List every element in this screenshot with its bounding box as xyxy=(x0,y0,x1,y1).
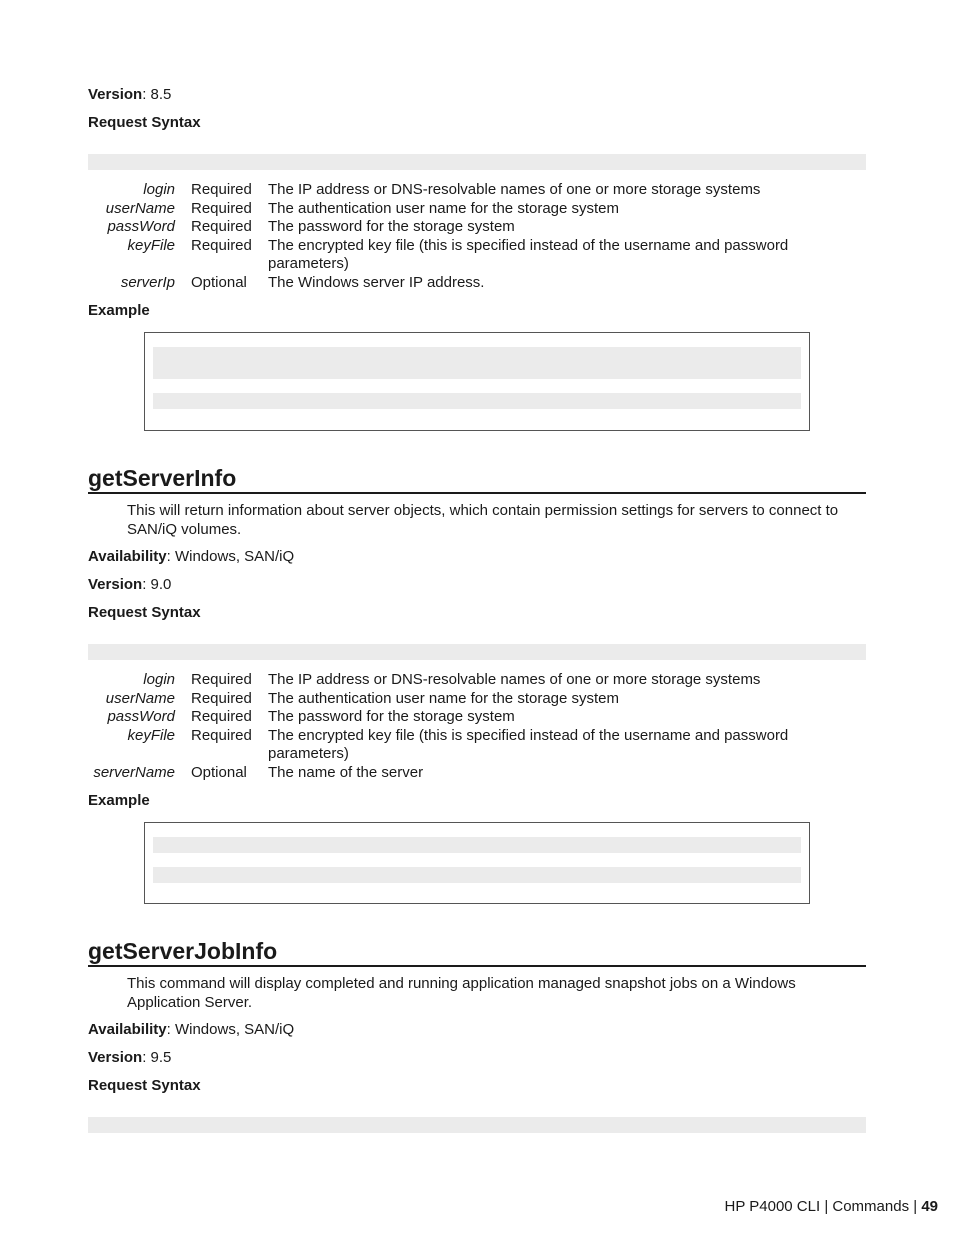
param-description: The password for the storage system xyxy=(268,708,515,725)
param-required: Required xyxy=(191,726,252,744)
param-description: The authentication user name for the storage system xyxy=(268,689,620,707)
param-required: Required xyxy=(191,708,252,725)
section-description: This command will display completed and running application managed snapshot jobs on a Windows Application Server. xyxy=(127,975,796,1011)
param-description: The IP address or DNS-resolvable names of one or more storage systems xyxy=(268,671,761,688)
request-syntax-heading: Request Syntax xyxy=(88,604,201,621)
param-name: serverIp xyxy=(120,273,175,291)
code-block xyxy=(88,154,866,170)
example-code-line xyxy=(153,837,801,853)
param-row xyxy=(88,690,858,709)
param-description: The password for the storage system xyxy=(268,218,515,235)
param-description: The authentication user name for the storage system xyxy=(268,199,620,217)
param-name: keyFile xyxy=(127,236,175,254)
version-line: Version: 9.5 xyxy=(88,1049,172,1066)
param-row xyxy=(88,764,858,783)
param-name: userName xyxy=(105,689,175,707)
code-block xyxy=(88,644,866,660)
param-required: Required xyxy=(191,671,252,688)
param-row xyxy=(88,708,858,727)
param-row xyxy=(88,274,858,293)
version-line: Version: 9.0 xyxy=(88,576,172,593)
param-description: The IP address or DNS-resolvable names of one or more storage systems xyxy=(268,181,761,198)
example-code-line xyxy=(153,393,801,409)
example-code-line xyxy=(153,347,801,379)
param-row xyxy=(88,200,858,219)
param-required: Required xyxy=(191,218,252,235)
version-label: Version xyxy=(88,86,143,103)
request-syntax-heading: Request Syntax xyxy=(88,114,201,131)
param-name: passWord xyxy=(107,708,175,725)
section-title-getserverjobinfo: getServerJobInfo xyxy=(88,937,866,967)
param-required: Required xyxy=(191,236,252,254)
section-title-getserverinfo: getServerInfo xyxy=(88,464,866,494)
param-name: serverName xyxy=(93,763,175,781)
example-box xyxy=(144,822,810,904)
code-block xyxy=(88,1117,866,1133)
availability-line: Availability: Windows, SAN/iQ xyxy=(88,548,295,565)
page-number: 49 xyxy=(921,1198,938,1215)
example-code-line xyxy=(153,867,801,883)
request-syntax-heading: Request Syntax xyxy=(88,1077,201,1094)
param-description: The encrypted key file (this is specified instead of the username and password parameters) xyxy=(268,236,789,272)
page-footer xyxy=(725,1198,938,1215)
param-required: Optional xyxy=(191,273,247,291)
param-row xyxy=(88,237,858,274)
param-required: Required xyxy=(191,199,252,217)
availability-line: Availability: Windows, SAN/iQ xyxy=(88,1021,295,1038)
param-row xyxy=(88,181,858,200)
param-description: The name of the server xyxy=(268,763,424,781)
version-line xyxy=(88,86,171,104)
param-name: passWord xyxy=(107,218,175,235)
param-row xyxy=(88,727,858,764)
example-heading: Example xyxy=(88,792,150,809)
param-description: The encrypted key file (this is specified instead of the username and password parameters) xyxy=(268,726,789,762)
param-name: keyFile xyxy=(127,726,175,744)
param-name: userName xyxy=(105,199,175,217)
param-required: Optional xyxy=(191,763,247,781)
param-name: login xyxy=(143,181,175,198)
section-description: This will return information about server objects, which contain permission settings for servers to connect to SAN/iQ volumes. xyxy=(127,502,839,538)
param-required: Required xyxy=(191,181,252,198)
footer-text: HP P4000 CLI | Commands | xyxy=(724,1198,918,1215)
param-table xyxy=(88,671,858,782)
param-table xyxy=(88,181,858,292)
param-description: The Windows server IP address. xyxy=(268,273,485,291)
param-row xyxy=(88,671,858,690)
example-box xyxy=(144,332,810,431)
param-required: Required xyxy=(191,689,252,707)
param-row xyxy=(88,218,858,237)
version-value: : 8.5 xyxy=(142,86,172,103)
param-name: login xyxy=(143,671,175,688)
example-heading: Example xyxy=(88,302,150,319)
